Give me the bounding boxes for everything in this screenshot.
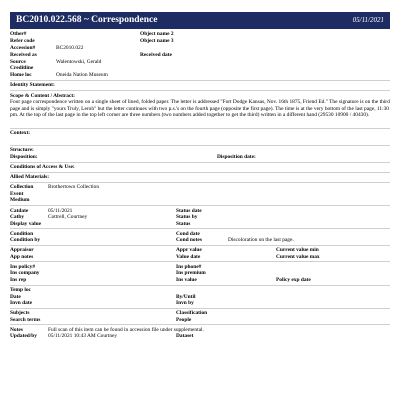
condition-section bbox=[10, 229, 390, 246]
dataset-value bbox=[228, 333, 390, 339]
notes-value: Full scan of this item can be found in accession file under supplemental. bbox=[48, 326, 204, 333]
top-section bbox=[10, 29, 390, 81]
ins-rep-label: Ins rep bbox=[10, 276, 27, 283]
identity-label: Identity Statement: bbox=[10, 82, 55, 89]
empty-label bbox=[140, 65, 194, 71]
object-name-2-label: Object name 2 bbox=[140, 31, 174, 37]
app-notes-label: App notes bbox=[10, 253, 34, 260]
creditline-value bbox=[56, 65, 140, 71]
ins-policy-label: Ins policy# bbox=[10, 263, 36, 270]
collection-label: Collection bbox=[10, 184, 34, 191]
received-date-value bbox=[194, 52, 390, 58]
catby-label: Catby bbox=[10, 214, 25, 221]
subjects-label: Subjects bbox=[10, 310, 30, 317]
received-as-label: Received as bbox=[10, 51, 37, 58]
display-value-value bbox=[48, 221, 176, 227]
collection-section bbox=[10, 183, 390, 206]
structure-section bbox=[10, 146, 390, 163]
date-label: Date bbox=[10, 293, 21, 300]
updated-by-label: Updated/by bbox=[10, 333, 37, 340]
people-label: People bbox=[176, 316, 192, 323]
dataset-label: Dataset bbox=[176, 333, 194, 340]
received-as-value bbox=[56, 52, 140, 58]
record-header bbox=[10, 12, 390, 29]
conditions-section bbox=[10, 163, 390, 173]
allied-section bbox=[10, 173, 390, 183]
empty-label bbox=[140, 45, 194, 51]
temp-loc-label: Temp loc bbox=[10, 287, 31, 294]
classification-label: Classification bbox=[176, 310, 208, 317]
condition-by-label: Condition by bbox=[10, 237, 41, 244]
invn-by-label: Invn by bbox=[176, 300, 194, 307]
scope-text: Four page correspondence written on a single sheet of lined, folded paper. The letter is addressed "Fort Dodge Kansas, Nov. 16th 1875, Friend Ed." The signature is on the third page and is simply "yours Truly, Leroh" but the letter continues with two p.s.'s on the fourth page (opposite the first page). The time is at the very bottom of the last page, 11:30 pm. At the top of the last page in the top left corner are three numbers (two numbers added together to get the third) written in a different hand (29530 10900 / 40430). bbox=[10, 99, 390, 119]
disposition-label: Disposition: bbox=[10, 153, 38, 160]
empty-value bbox=[194, 45, 390, 51]
other-number-label: Other# bbox=[10, 31, 27, 37]
policy-exp-date-label: Policy exp date bbox=[276, 276, 311, 283]
record-page bbox=[10, 12, 390, 341]
ins-premium-label: Ins premium bbox=[176, 270, 206, 277]
object-name-3-value bbox=[194, 38, 390, 44]
notes-section bbox=[10, 325, 390, 341]
catby-value: Cottrell, Courtney bbox=[48, 214, 88, 221]
source-value: Walentowski, Gerald bbox=[56, 58, 102, 65]
ins-rep-value bbox=[48, 277, 176, 283]
conditions-label: Conditions of Access & Use: bbox=[10, 164, 75, 171]
empty-value bbox=[194, 72, 390, 78]
empty-value bbox=[194, 59, 390, 65]
allied-label: Allied Materials: bbox=[10, 174, 50, 181]
received-date-label: Received date bbox=[140, 51, 172, 58]
catdate-value: 05/11/2021 bbox=[48, 207, 73, 214]
by-until-label: By/Until bbox=[176, 293, 196, 300]
subjects-section bbox=[10, 309, 390, 326]
ins-phone-label: Ins phone# bbox=[176, 263, 202, 270]
empty-label bbox=[140, 72, 194, 78]
ins-value-label: Ins value bbox=[176, 276, 197, 283]
inventory-section bbox=[10, 286, 390, 309]
empty-value bbox=[194, 65, 390, 71]
accession-value: BC2010.022 bbox=[56, 44, 84, 51]
context-label: Context: bbox=[10, 130, 31, 137]
current-value-min-label: Current value min bbox=[276, 247, 319, 254]
catdate-label: Catdate bbox=[10, 207, 29, 214]
insurance-section bbox=[10, 262, 390, 285]
home-loc-label: Home loc bbox=[10, 72, 32, 79]
notes-label: Notes bbox=[10, 326, 23, 333]
value-date-value bbox=[228, 254, 276, 260]
app-notes-value bbox=[48, 254, 176, 260]
invn-date-label: Invn date bbox=[10, 300, 33, 307]
value-date-label: Value date bbox=[176, 253, 201, 260]
appraisal-section bbox=[10, 246, 390, 263]
display-value-label: Display value bbox=[10, 220, 42, 227]
source-label: Source bbox=[10, 58, 26, 65]
scope-label: Scope & Content / Abstract: bbox=[10, 92, 75, 99]
status-date-label: Status date bbox=[176, 207, 202, 214]
updated-by-value: 05/11/2021 10:43 AM Courtney bbox=[48, 333, 118, 340]
scope-section bbox=[10, 91, 390, 129]
appraisor-label: Appraisor bbox=[10, 247, 34, 254]
ins-value-value bbox=[228, 277, 276, 283]
ins-company-label: Ins company bbox=[10, 270, 40, 277]
search-terms-label: Search terms bbox=[10, 316, 41, 323]
status-by-label: Status by bbox=[176, 214, 198, 221]
catalog-section bbox=[10, 206, 390, 229]
home-loc-value: Oneida Nation Museum bbox=[56, 72, 108, 79]
status-label: Status bbox=[176, 220, 191, 227]
collection-value: Brothertown Collection bbox=[48, 184, 100, 191]
medium-label: Medium bbox=[10, 197, 30, 204]
identity-section bbox=[10, 81, 390, 91]
object-name-2-value bbox=[194, 31, 390, 37]
record-title: BC2010.022.568 ~ Correspondence bbox=[16, 14, 158, 25]
creditline-label: Creditline bbox=[10, 65, 34, 72]
empty-label bbox=[140, 59, 194, 65]
object-name-3-label: Object name 3 bbox=[140, 37, 174, 44]
structure-label: Structure: bbox=[10, 147, 34, 154]
other-number-value bbox=[56, 31, 140, 37]
refer-code-label: Refer code bbox=[10, 37, 35, 44]
invn-date-value bbox=[48, 300, 176, 306]
current-value-max-label: Current value max bbox=[276, 253, 320, 260]
context-section bbox=[10, 129, 390, 146]
status-value bbox=[228, 221, 390, 227]
accession-label: Accession# bbox=[10, 44, 36, 51]
refer-code-value bbox=[56, 38, 140, 44]
condition-by-value bbox=[48, 237, 176, 243]
medium-value bbox=[48, 197, 176, 203]
cond-notes-value: Discoloration on the last page. bbox=[228, 237, 294, 244]
event-label: Event bbox=[10, 190, 24, 197]
people-value bbox=[228, 317, 390, 323]
disposition-date-label: Disposition date: bbox=[217, 153, 256, 160]
search-terms-value bbox=[48, 317, 176, 323]
appr-value-label: Appr value bbox=[176, 247, 202, 254]
record-date: 05/11/2021 bbox=[352, 16, 384, 25]
condition-label: Condition bbox=[10, 230, 34, 237]
invn-by-value bbox=[228, 300, 390, 306]
cond-date-label: Cond date bbox=[176, 230, 200, 237]
cond-notes-label: Cond notes bbox=[176, 237, 202, 244]
